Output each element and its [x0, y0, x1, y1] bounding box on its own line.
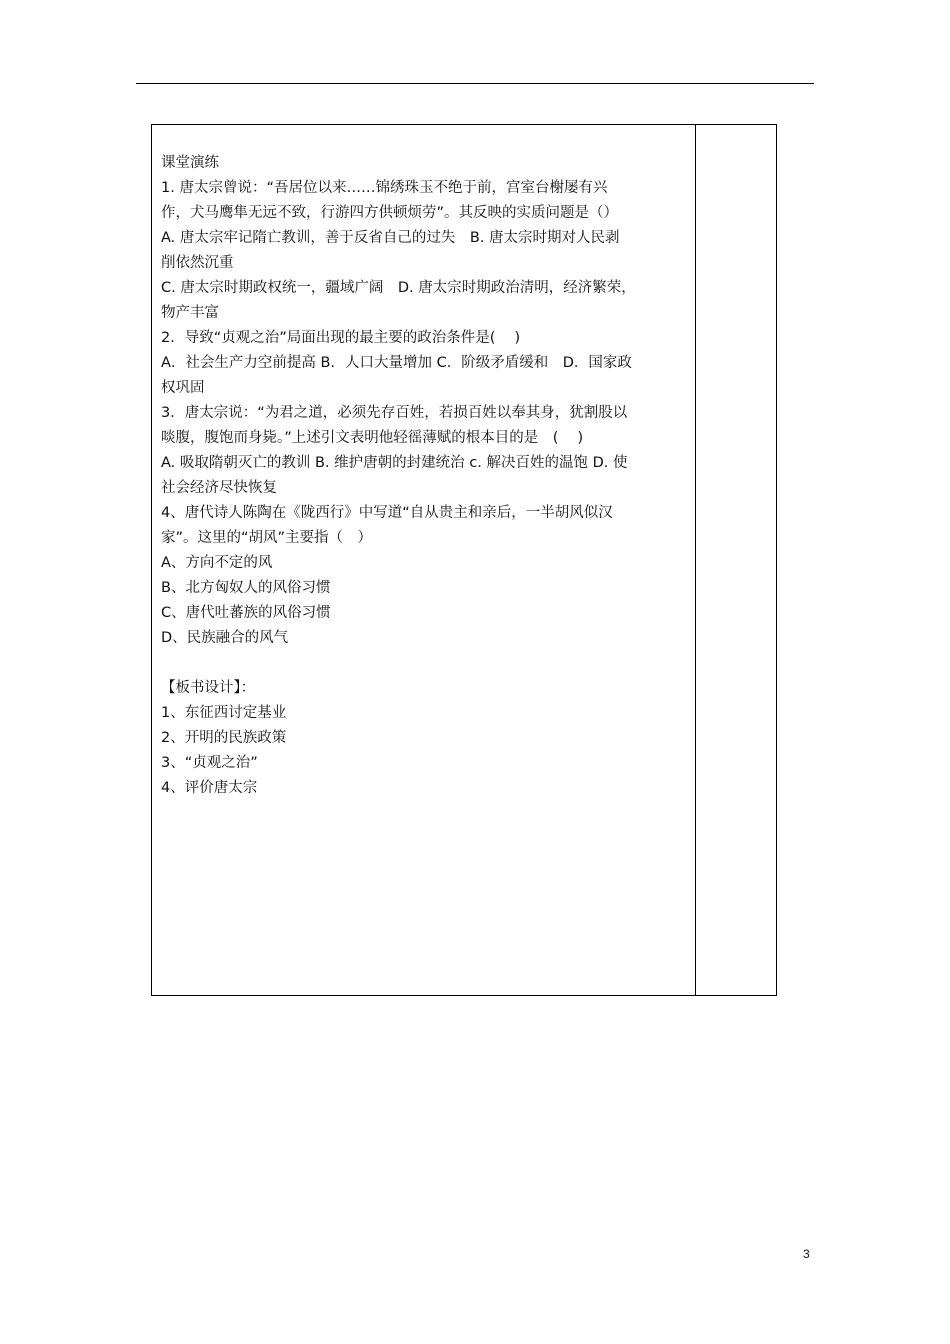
main-cell: [161, 151, 689, 801]
section-title: 课堂演练: [161, 155, 219, 171]
question-option: B、北方匈奴人的风俗习惯: [161, 580, 331, 596]
page-number: 3: [803, 1247, 810, 1261]
question-line: 社会经济尽快恢复: [161, 480, 277, 496]
question-line: 家”。这里的“胡风”主要指（ ）: [161, 530, 373, 546]
question-option: C、唐代吐蕃族的风俗习惯: [161, 605, 331, 621]
header-rule: [136, 83, 814, 84]
question-line: 2．导致“贞观之治”局面出现的最主要的政治条件是( ): [161, 330, 521, 346]
lesson-table: [151, 124, 777, 996]
board-title: 【板书设计】：: [161, 680, 256, 696]
board-item: 1、东征西讨定基业: [161, 705, 287, 721]
column-divider: [695, 125, 696, 995]
question-line: 1. 唐太宗曾说：“吾居位以来……锦绣珠玉不绝于前，宫室台榭屡有兴: [161, 180, 608, 196]
question-line: 权巩固: [161, 380, 205, 396]
question-line: A．社会生产力空前提高 B．人口大量增加 C．阶级矛盾缓和 D．国家政: [161, 355, 632, 371]
question-line: C. 唐太宗时期政权统一，疆域广阔 D. 唐太宗时期政治清明，经济繁荣，: [161, 280, 636, 296]
question-line: 削依然沉重: [161, 255, 234, 271]
board-item: 3、“贞观之治”: [161, 755, 258, 771]
board-item: 2、开明的民族政策: [161, 730, 287, 746]
question-line: 作，犬马鹰隼无远不致，行游四方供顿烦劳”。其反映的实质问题是（）: [161, 205, 619, 221]
question-line: A. 吸取隋朝灭亡的教训 B. 维护唐朝的封建统治 c. 解决百姓的温饱 D. 使: [161, 455, 628, 471]
question-line: 啖腹，腹饱而身毙。”上述引文表明他轻徭薄赋的根本目的是 ( ): [161, 430, 584, 446]
question-option: D、民族融合的风气: [161, 630, 289, 646]
question-line: A. 唐太宗牢记隋亡教训，善于反省自己的过失 B. 唐太宗时期对人民剥: [161, 230, 620, 246]
spacer: [161, 651, 689, 676]
question-line: 物产丰富: [161, 305, 219, 321]
board-item: 4、评价唐太宗: [161, 780, 258, 796]
question-option: A、方向不定的风: [161, 555, 273, 571]
question-line: 4、唐代诗人陈陶在《陇西行》中写道“自从贵主和亲后，一半胡风似汉: [161, 505, 613, 521]
question-line: 3．唐太宗说：“为君之道，必须先存百姓，若损百姓以奉其身，犹割股以: [161, 405, 628, 421]
